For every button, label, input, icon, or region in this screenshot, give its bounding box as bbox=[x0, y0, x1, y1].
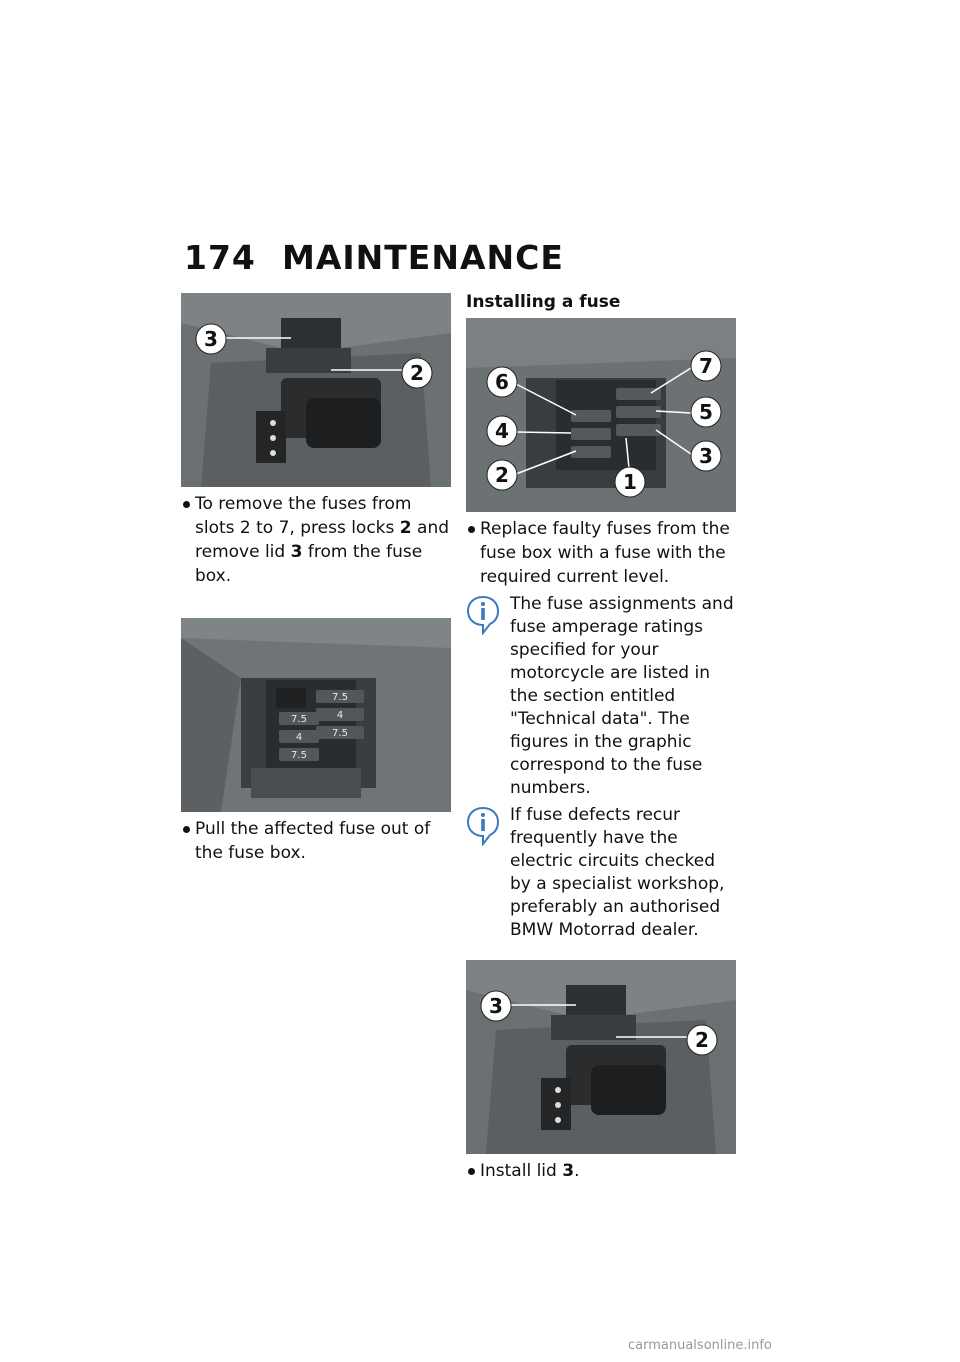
bullet-dot bbox=[183, 826, 190, 833]
figure-fuse-positions bbox=[466, 318, 736, 512]
section-heading: Installing a fuse bbox=[466, 292, 621, 312]
info-icon bbox=[466, 806, 500, 846]
ref-lid: 3 bbox=[562, 1161, 575, 1181]
fuse-label: 7.5 bbox=[332, 728, 348, 739]
figure-fuse-box-open bbox=[181, 618, 451, 812]
callout-5: 5 bbox=[699, 400, 713, 424]
list-item: Replace faulty fuses from the fuse box with a fuse with the required current level. bbox=[466, 517, 738, 589]
left-column bbox=[181, 293, 453, 865]
watermark: carmanualsonline.info bbox=[628, 1338, 772, 1353]
callout-1: 1 bbox=[623, 470, 637, 494]
list-item: To remove the fuses from slots 2 to 7, press locks 2 and remove lid 3 from the fuse box. bbox=[181, 492, 453, 588]
ref-lock: 2 bbox=[399, 518, 412, 538]
fuse-box-open-illustration bbox=[181, 618, 451, 812]
note-recurring-defects bbox=[466, 804, 738, 942]
figure-fuse-box-lid bbox=[181, 293, 451, 487]
ref-lid: 3 bbox=[290, 542, 303, 562]
section-title: MAINTENANCE bbox=[282, 238, 564, 277]
callout-2: 2 bbox=[495, 463, 509, 487]
callout-2: 2 bbox=[410, 361, 424, 385]
right-column bbox=[466, 290, 738, 1183]
page-header bbox=[184, 238, 564, 278]
callout-3: 3 bbox=[699, 444, 713, 468]
fuse-label: 7.5 bbox=[291, 714, 307, 725]
fuse-label: 4 bbox=[336, 710, 344, 721]
fuse-positions-illustration bbox=[466, 318, 736, 512]
callout-7: 7 bbox=[699, 354, 713, 378]
list-item: Pull the affected fuse out of the fuse box. bbox=[181, 817, 453, 865]
note-technical-data bbox=[466, 593, 738, 800]
page-number: 174 bbox=[184, 238, 256, 277]
info-icon bbox=[466, 595, 500, 635]
list-item: Install lid 3. bbox=[466, 1159, 738, 1183]
callout-6: 6 bbox=[495, 370, 509, 394]
fuse-label: 7.5 bbox=[291, 750, 307, 761]
fuse-label: 4 bbox=[295, 732, 303, 743]
note-text: The fuse assignments and fuse amperage ratings specified for your motorcycle are listed in the section entitled "Technical data". The figures in the graphic correspond to the fuse numbers. bbox=[510, 594, 734, 798]
bullet-dot bbox=[468, 526, 475, 533]
bullet-dot bbox=[183, 501, 190, 508]
callout-4: 4 bbox=[495, 419, 509, 443]
fuse-box-lid-illustration bbox=[181, 293, 451, 487]
install-lid-illustration bbox=[466, 960, 736, 1154]
callout-3: 3 bbox=[489, 994, 503, 1018]
fuse-label: 7.5 bbox=[332, 692, 348, 703]
callout-3: 3 bbox=[204, 327, 218, 351]
bullet-dot bbox=[468, 1168, 475, 1175]
callout-2: 2 bbox=[695, 1028, 709, 1052]
figure-install-lid bbox=[466, 960, 736, 1154]
note-text: If fuse defects recur frequently have the electric circuits checked by a specialist workshop, preferably an authorised BMW Motorrad dealer. bbox=[510, 805, 725, 940]
